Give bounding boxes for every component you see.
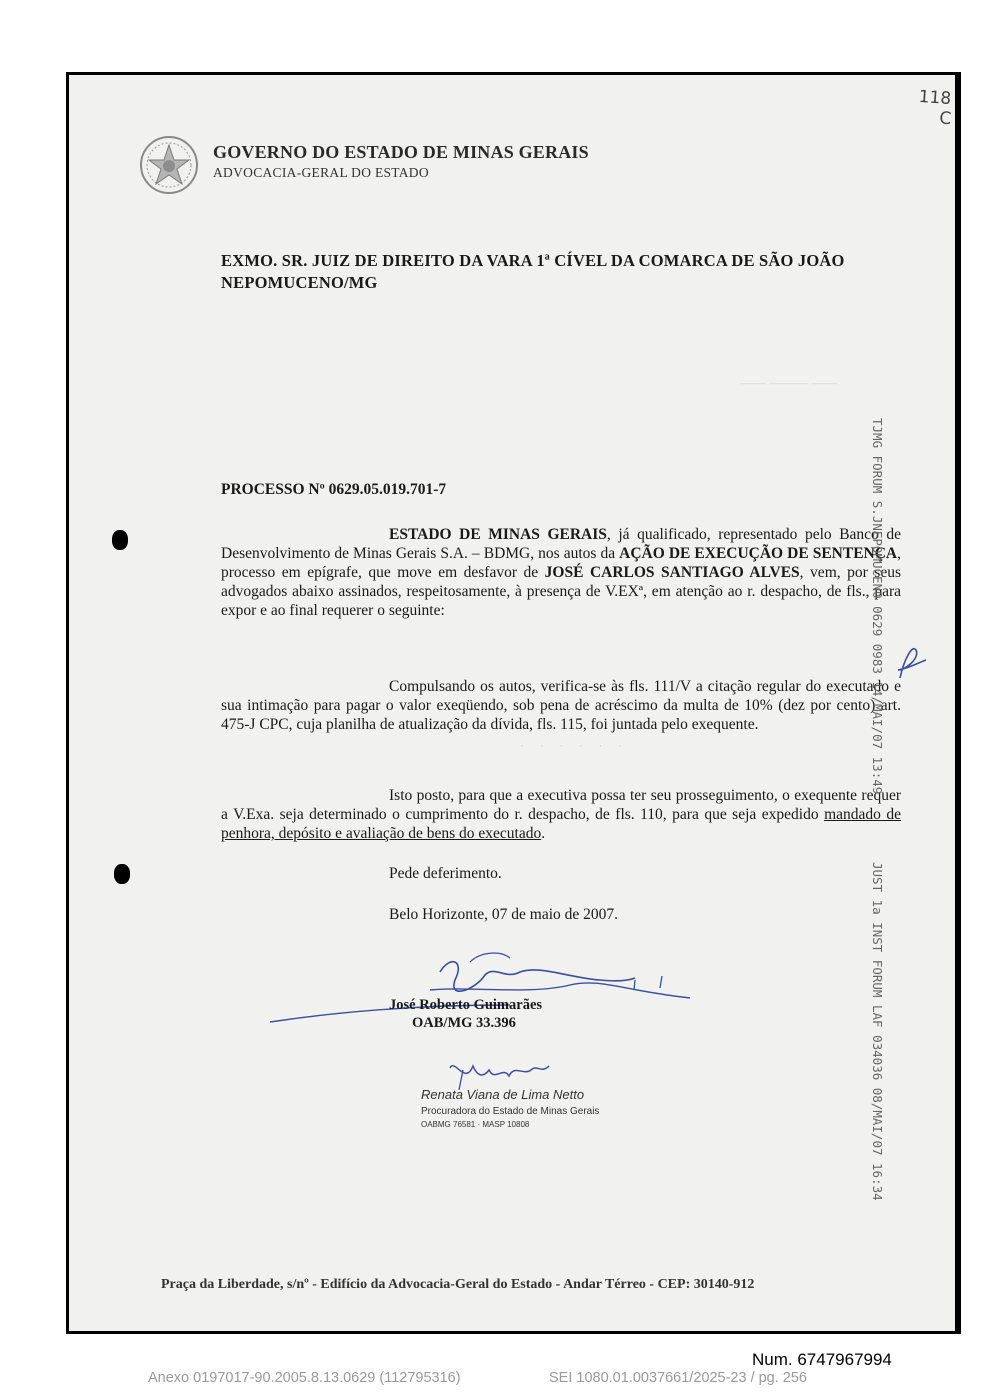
annex-reference: Anexo 0197017-90.2005.8.13.0629 (112795316)	[148, 1370, 461, 1386]
signer-oab: OAB/MG 33.396	[412, 1015, 516, 1031]
paragraph-text: , já qualificado, representado pelo Banco de Desenvolvimento de Minas Gerais S.A. – BDMG, nos autos da	[221, 526, 901, 562]
paragraph-request	[221, 786, 901, 843]
page-edge-shadow	[955, 75, 961, 1331]
rubric-initial	[890, 640, 930, 684]
paragraph-text: Isto posto, para que a executiva possa ter seu prosseguimento, o exequente requer a V.Exa. seja determinado o cumprimento do r. despacho, de fls. 110, para que seja expedido	[221, 787, 901, 823]
handwritten-folio	[917, 87, 954, 129]
paragraph-text: .	[541, 825, 546, 842]
second-signer-name: Renata Viana de Lima Netto	[421, 1087, 585, 1102]
date-line: Belo Horizonte, 07 de maio de 2007.	[389, 906, 619, 923]
protocol-stamp-tjmg: TJMG FORUM S.JNEPOMUCENO 0629 0983 14/MAI/07 13:49	[870, 418, 885, 795]
footer-address: Praça da Liberdade, s/nº - Edifício da Advocacia-Geral do Estado - Andar Térreo - CEP: 30140-912	[161, 1277, 755, 1292]
signer-name: José Roberto Guimarães	[389, 997, 543, 1013]
paragraph-citation	[221, 677, 901, 734]
punch-hole	[112, 530, 128, 550]
show-through-mark: —— ——— ——	[740, 375, 838, 390]
second-signer-role: Procuradora do Estado de Minas Gerais	[421, 1106, 600, 1117]
folio-number: 118	[918, 86, 952, 110]
show-through-mark: · · · · · ·	[520, 738, 629, 753]
defendant-name: JOSÉ CARLOS SANTIAGO ALVES	[544, 564, 800, 581]
action-name: AÇÃO DE EXECUÇÃO DE SENTENÇA	[619, 545, 898, 562]
sei-reference: SEI 1080.01.0037661/2025-23 / pg. 256	[549, 1370, 807, 1386]
paragraph-intro	[221, 525, 901, 620]
paragraph-text: , processo em epígrafe, que move em desfavor de	[221, 545, 902, 581]
process-number: PROCESSO Nº 0629.05.019.701-7	[221, 481, 447, 498]
underlined-request: mandado de penhora, depósito e avaliação de bens do executado	[221, 806, 901, 842]
addressee: EXMO. SR. JUIZ DE DIREITO DA VARA 1ª CÍVEL DA COMARCA DE SÃO JOÃO NEPOMUCENO/MG	[221, 251, 845, 292]
document-number: Num. 6747967994	[752, 1350, 892, 1369]
protocol-stamp-forum: JUST 1a INST FORUM LAF 034036 08/MAI/07 16:34	[870, 862, 885, 1201]
header-government: GOVERNO DO ESTADO DE MINAS GERAIS	[213, 142, 589, 162]
second-signer-ids: OABMG 76581 · MASP 10808	[421, 1120, 530, 1129]
folio-letter: C	[938, 108, 952, 130]
punch-hole	[114, 864, 130, 884]
party-name: ESTADO DE MINAS GERAIS	[389, 526, 607, 543]
closing-request: Pede deferimento.	[389, 865, 502, 882]
state-crest-icon	[138, 133, 200, 197]
paragraph-text: Compulsando os autos, verifica-se às fls. 111/V a citação regular do executado e sua intimação para pagar o valor exeqüendo, sob pena de acréscimo da multa de 10% (dez por cento) art. 475-J CPC, cuja planilha de atualização da dívida, fls. 115, foi juntada pelo exequente.	[221, 678, 901, 733]
paragraph-text: , vem, por seus advogados abaixo assinados, respeitosamente, à presença de V.EXª, em atenção ao r. despacho, de fls., para expor e ao final requerer o seguinte:	[221, 564, 902, 619]
header-agency: ADVOCACIA-GERAL DO ESTADO	[213, 165, 429, 180]
